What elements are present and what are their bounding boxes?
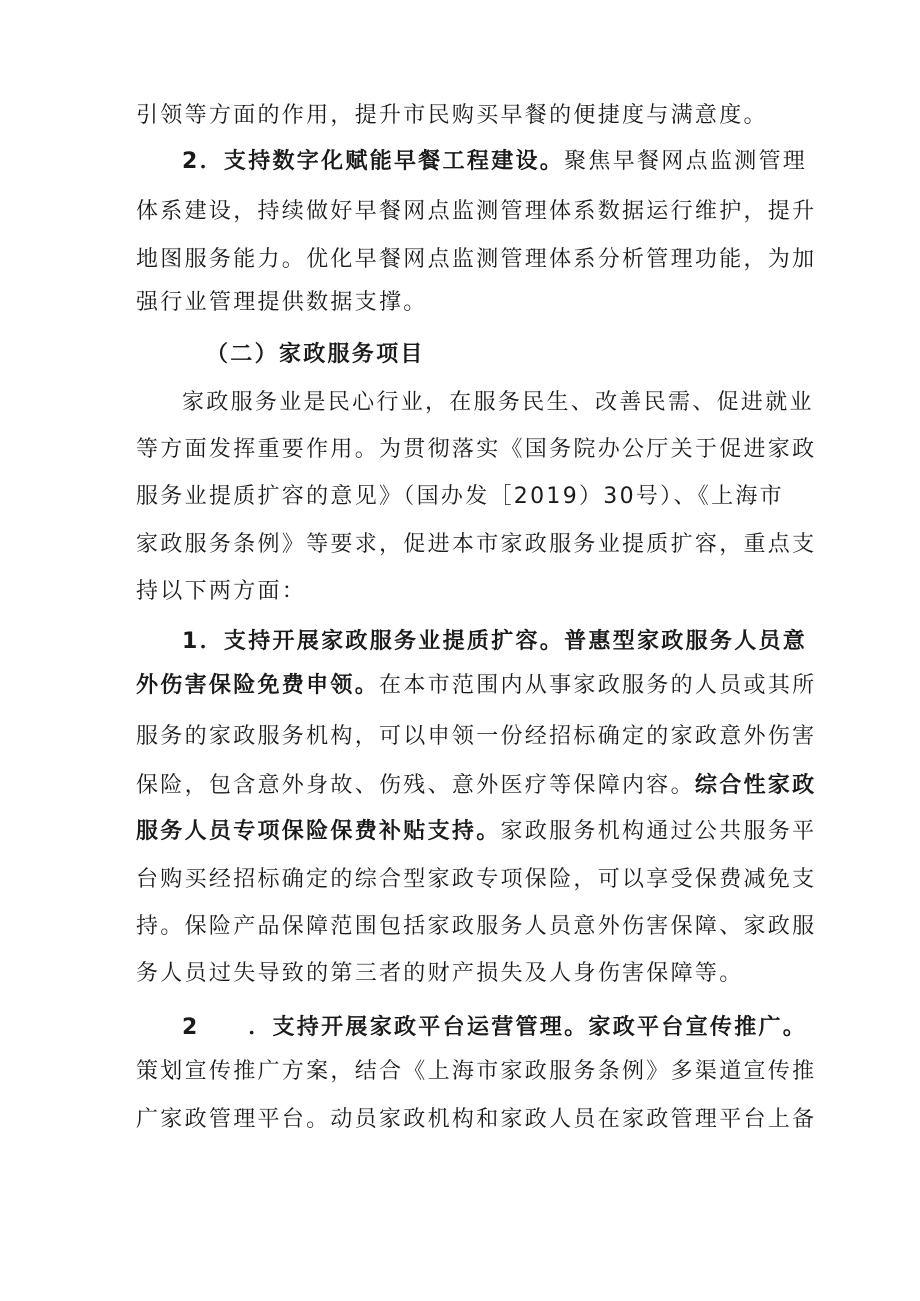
text-segment: 聚焦早餐网点监测管理 bbox=[564, 149, 808, 174]
text-segment: 持以下两方面： bbox=[136, 579, 307, 604]
text-segment: 保险，包含意外身故、伤残、意外医疗等保障内容。 bbox=[136, 773, 695, 798]
text-segment: 在本市范围内从事家政服务的人员或其所 bbox=[379, 673, 817, 698]
section-heading-text: （二）家政服务项目 bbox=[206, 342, 425, 367]
text-line bbox=[136, 192, 817, 232]
text-line bbox=[136, 1100, 817, 1140]
text-line bbox=[182, 142, 822, 182]
text-segment: 台购买经招标确定的综合型家政专项保险，可以享受保费减免支 bbox=[136, 867, 817, 892]
text-line bbox=[136, 907, 817, 947]
text-segment: 体系建设，持续做好早餐网点监测管理体系数据运行维护，提升 bbox=[136, 199, 817, 224]
text-segment: 家政服务条例》等要求，促进本市家政服务业提质扩容，重点支 bbox=[136, 532, 817, 557]
text-segment: 地图服务能力。优化早餐网点监测管理体系分析管理功能，为加 bbox=[136, 247, 817, 272]
bold-text: 综合性家政 bbox=[694, 773, 817, 798]
text-line bbox=[182, 622, 822, 662]
text-segment: 策划宣传推广方案，结合《上海市家政服务条例》多渠道宣传推 bbox=[136, 1059, 817, 1084]
text-line bbox=[136, 572, 776, 612]
text-line bbox=[136, 666, 817, 706]
text-segment: 服务业提质扩容的意见》（国办发［2019）30号）、《上海市 bbox=[136, 484, 784, 509]
text-line bbox=[182, 1008, 822, 1048]
text-segment: 务人员过失导致的第三者的财产损失及人身伤害保障等。 bbox=[136, 961, 744, 986]
text-segment: 持。保险产品保障范围包括家政服务人员意外伤害保障、家政服 bbox=[136, 914, 817, 939]
text-segment: 强行业管理提供数据支撑。 bbox=[136, 290, 428, 315]
text-segment: 服务的家政服务机构，可以申领一份经招标确定的家政意外伤害 bbox=[136, 724, 817, 749]
subheading-text: 1．支持开展家政服务业提质扩容。普惠型家政服务人员意 bbox=[182, 629, 808, 654]
text-line bbox=[136, 525, 817, 565]
text-line bbox=[182, 383, 822, 423]
text-segment: 家政服务机构通过公共服务平 bbox=[500, 819, 817, 844]
text-line bbox=[136, 954, 776, 994]
text-segment: 家政服务业是民心行业，在服务民生、改善民需、促进就业 bbox=[182, 390, 814, 415]
text-line bbox=[136, 430, 817, 470]
subheading-text: 2．支持数字化赋能早餐工程建设。 bbox=[182, 149, 565, 174]
subheading-text: 2 ．支持开展家政平台运营管理。家政平台宣传推广。 bbox=[182, 1015, 808, 1040]
text-line bbox=[136, 860, 817, 900]
text-line bbox=[136, 96, 776, 136]
text-line bbox=[136, 812, 817, 852]
text-line bbox=[136, 283, 776, 323]
text-line bbox=[136, 717, 817, 757]
text-line bbox=[136, 240, 817, 280]
text-line bbox=[136, 1052, 817, 1092]
text-line bbox=[136, 766, 817, 806]
bold-text: 服务人员专项保险保费补贴支持。 bbox=[136, 819, 501, 844]
bold-text: 外伤害保险免费申领。 bbox=[136, 673, 380, 698]
text-line bbox=[136, 477, 784, 517]
text-segment: 等方面发挥重要作用。为贯彻落实《国务院办公厅关于促进家政 bbox=[136, 437, 817, 462]
text-segment: 广家政管理平台。动员家政机构和家政人员在家政管理平台上备 bbox=[136, 1107, 817, 1132]
section-heading bbox=[206, 335, 846, 375]
text-segment: 引领等方面的作用，提升市民购买早餐的便捷度与满意度。 bbox=[136, 103, 768, 128]
